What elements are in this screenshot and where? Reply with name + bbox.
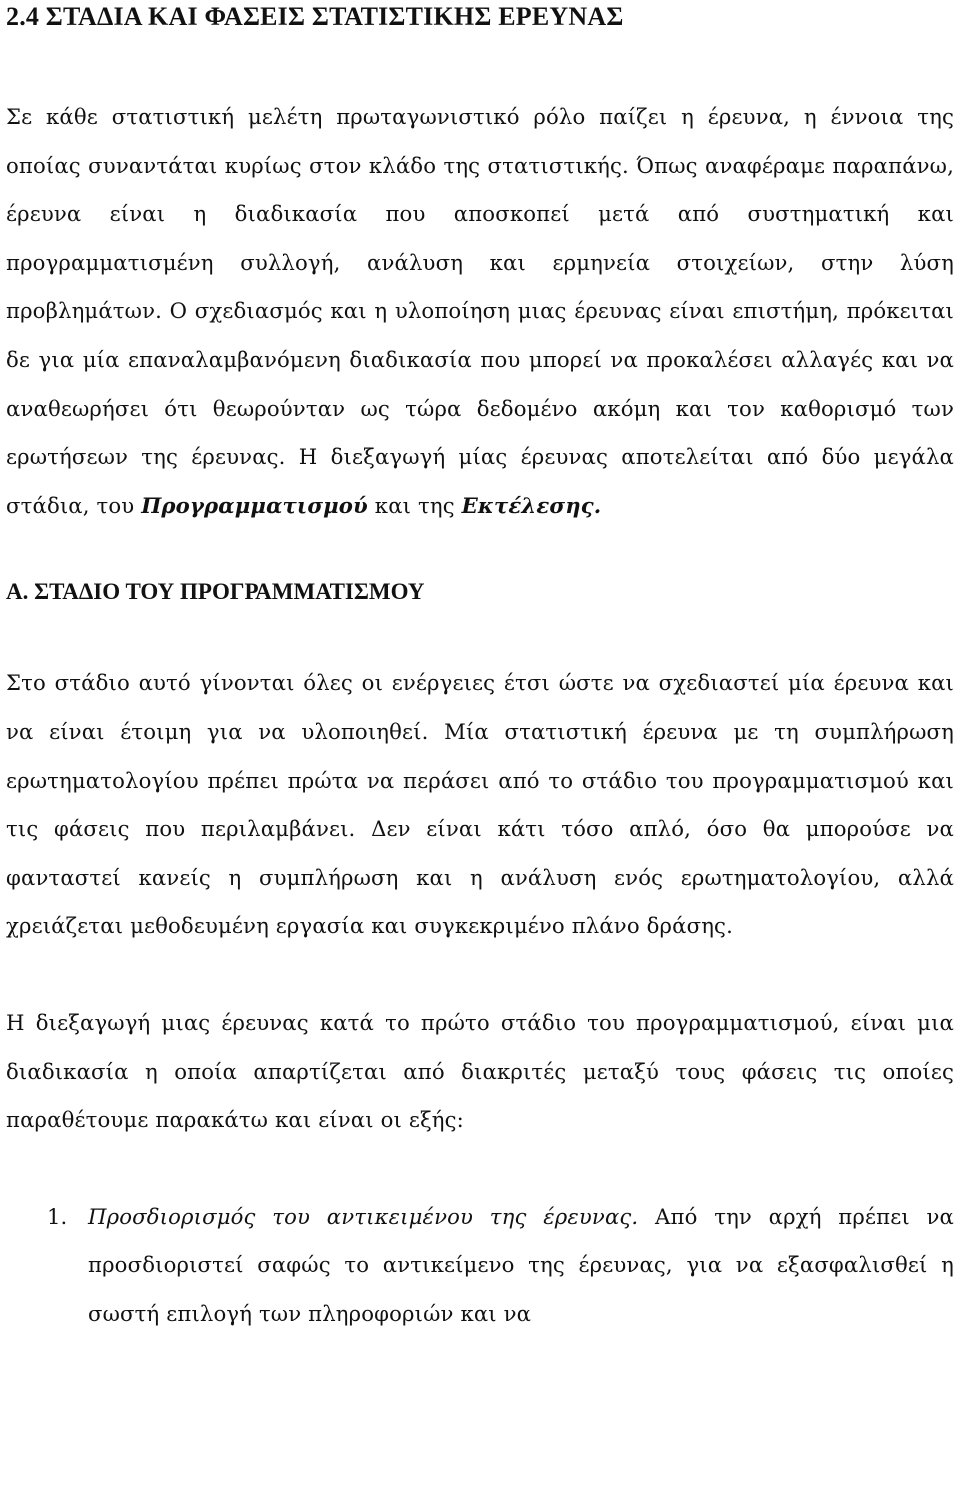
list-item-text: Από την αρχή πρέπει να προσδιοριστεί σαφώς το αντικείμενο της έρευνας, για να εξασφαλισθεί η σωστή επιλογή των πληροφοριών και να (88, 1203, 954, 1326)
section-title: 2.4 ΣΤΑΔΙΑ ΚΑΙ ΦΑΣΕΙΣ ΣΤΑΤΙΣΤΙΚΗΣ ΕΡΕΥΝΑΣ (6, 2, 624, 31)
document-page (6, 0, 954, 1338)
subsection-title: Α. ΣΤΑΔΙΟ ΤΟΥ ΠΡΟΓΡΑΜΜΑΤΙΣΜΟΥ (6, 579, 425, 605)
intro-connector: και της (374, 492, 455, 518)
list-item-title: Προσδιορισμός του αντικειμένου της έρευνας. (88, 1203, 639, 1229)
intro-paragraph (6, 93, 954, 530)
stage-execution: Εκτέλεσης. (461, 492, 602, 518)
phases-intro-paragraph: Η διεξαγωγή μιας έρευνας κατά το πρώτο στάδιο του προγραμματισμού, είναι μια διαδικασία η οποία απαρτίζεται από διακριτές μεταξύ τους φάσεις τις οποίες παραθέτουμε παρακάτω και είναι οι εξής: (6, 1009, 954, 1133)
list-item-body (88, 1193, 954, 1339)
intro-text: Σε κάθε στατιστική μελέτη πρωταγωνιστικό ρόλο παίζει η έρευνα, η έννοια της οποίας συναντάται κυρίως στον κλάδο της στατιστικής. Όπως αναφέραμε παραπάνω, έρευνα είναι η διαδικασία που αποσκοπεί μετά από συστηματική και προγραμματισμένη συλλογή, ανάλυση και ερμηνεία στοιχείων, στην λύση προβλημάτων. Ο σχεδιασμός και η υλοποίηση μιας έρευνας είναι επιστήμη, πρόκειται δε για μία επαναλαμβανόμενη διαδικασία που μπορεί να προκαλέσει αλλαγές και να αναθεωρήσει ότι θεωρούνταν ως τώρα δεδομένο ακόμη και τον καθορισμό των ερωτήσεων της έρευνας. Η διεξαγωγή μίας έρευνας αποτελείται από δύο μεγάλα στάδια, του (6, 104, 954, 518)
stage-programming: Προγραμματισμού (141, 492, 368, 518)
list-item-number: 1. (47, 1203, 68, 1229)
programming-stage-paragraph: Στο στάδιο αυτό γίνονται όλες οι ενέργειες έτσι ώστε να σχεδιαστεί μία έρευνα και να είναι έτοιμη για να υλοποιηθεί. Μία στατιστική έρευνα με τη συμπλήρωση ερωτηματολογίου πρέπει πρώτα να περάσει από το στάδιο του προγραμματισμού και τις φάσεις που περιλαμβάνει. Δεν είναι κάτι τόσο απλό, όσο θα μπορούσε να φανταστεί κανείς η συμπλήρωση και η ανάλυση ενός ερωτηματολογίου, αλλά χρειάζεται μεθοδευμένη εργασία και συγκεκριμένο πλάνο δράσης. (6, 670, 954, 939)
list-item (6, 1193, 954, 1339)
phases-list (6, 1193, 954, 1339)
